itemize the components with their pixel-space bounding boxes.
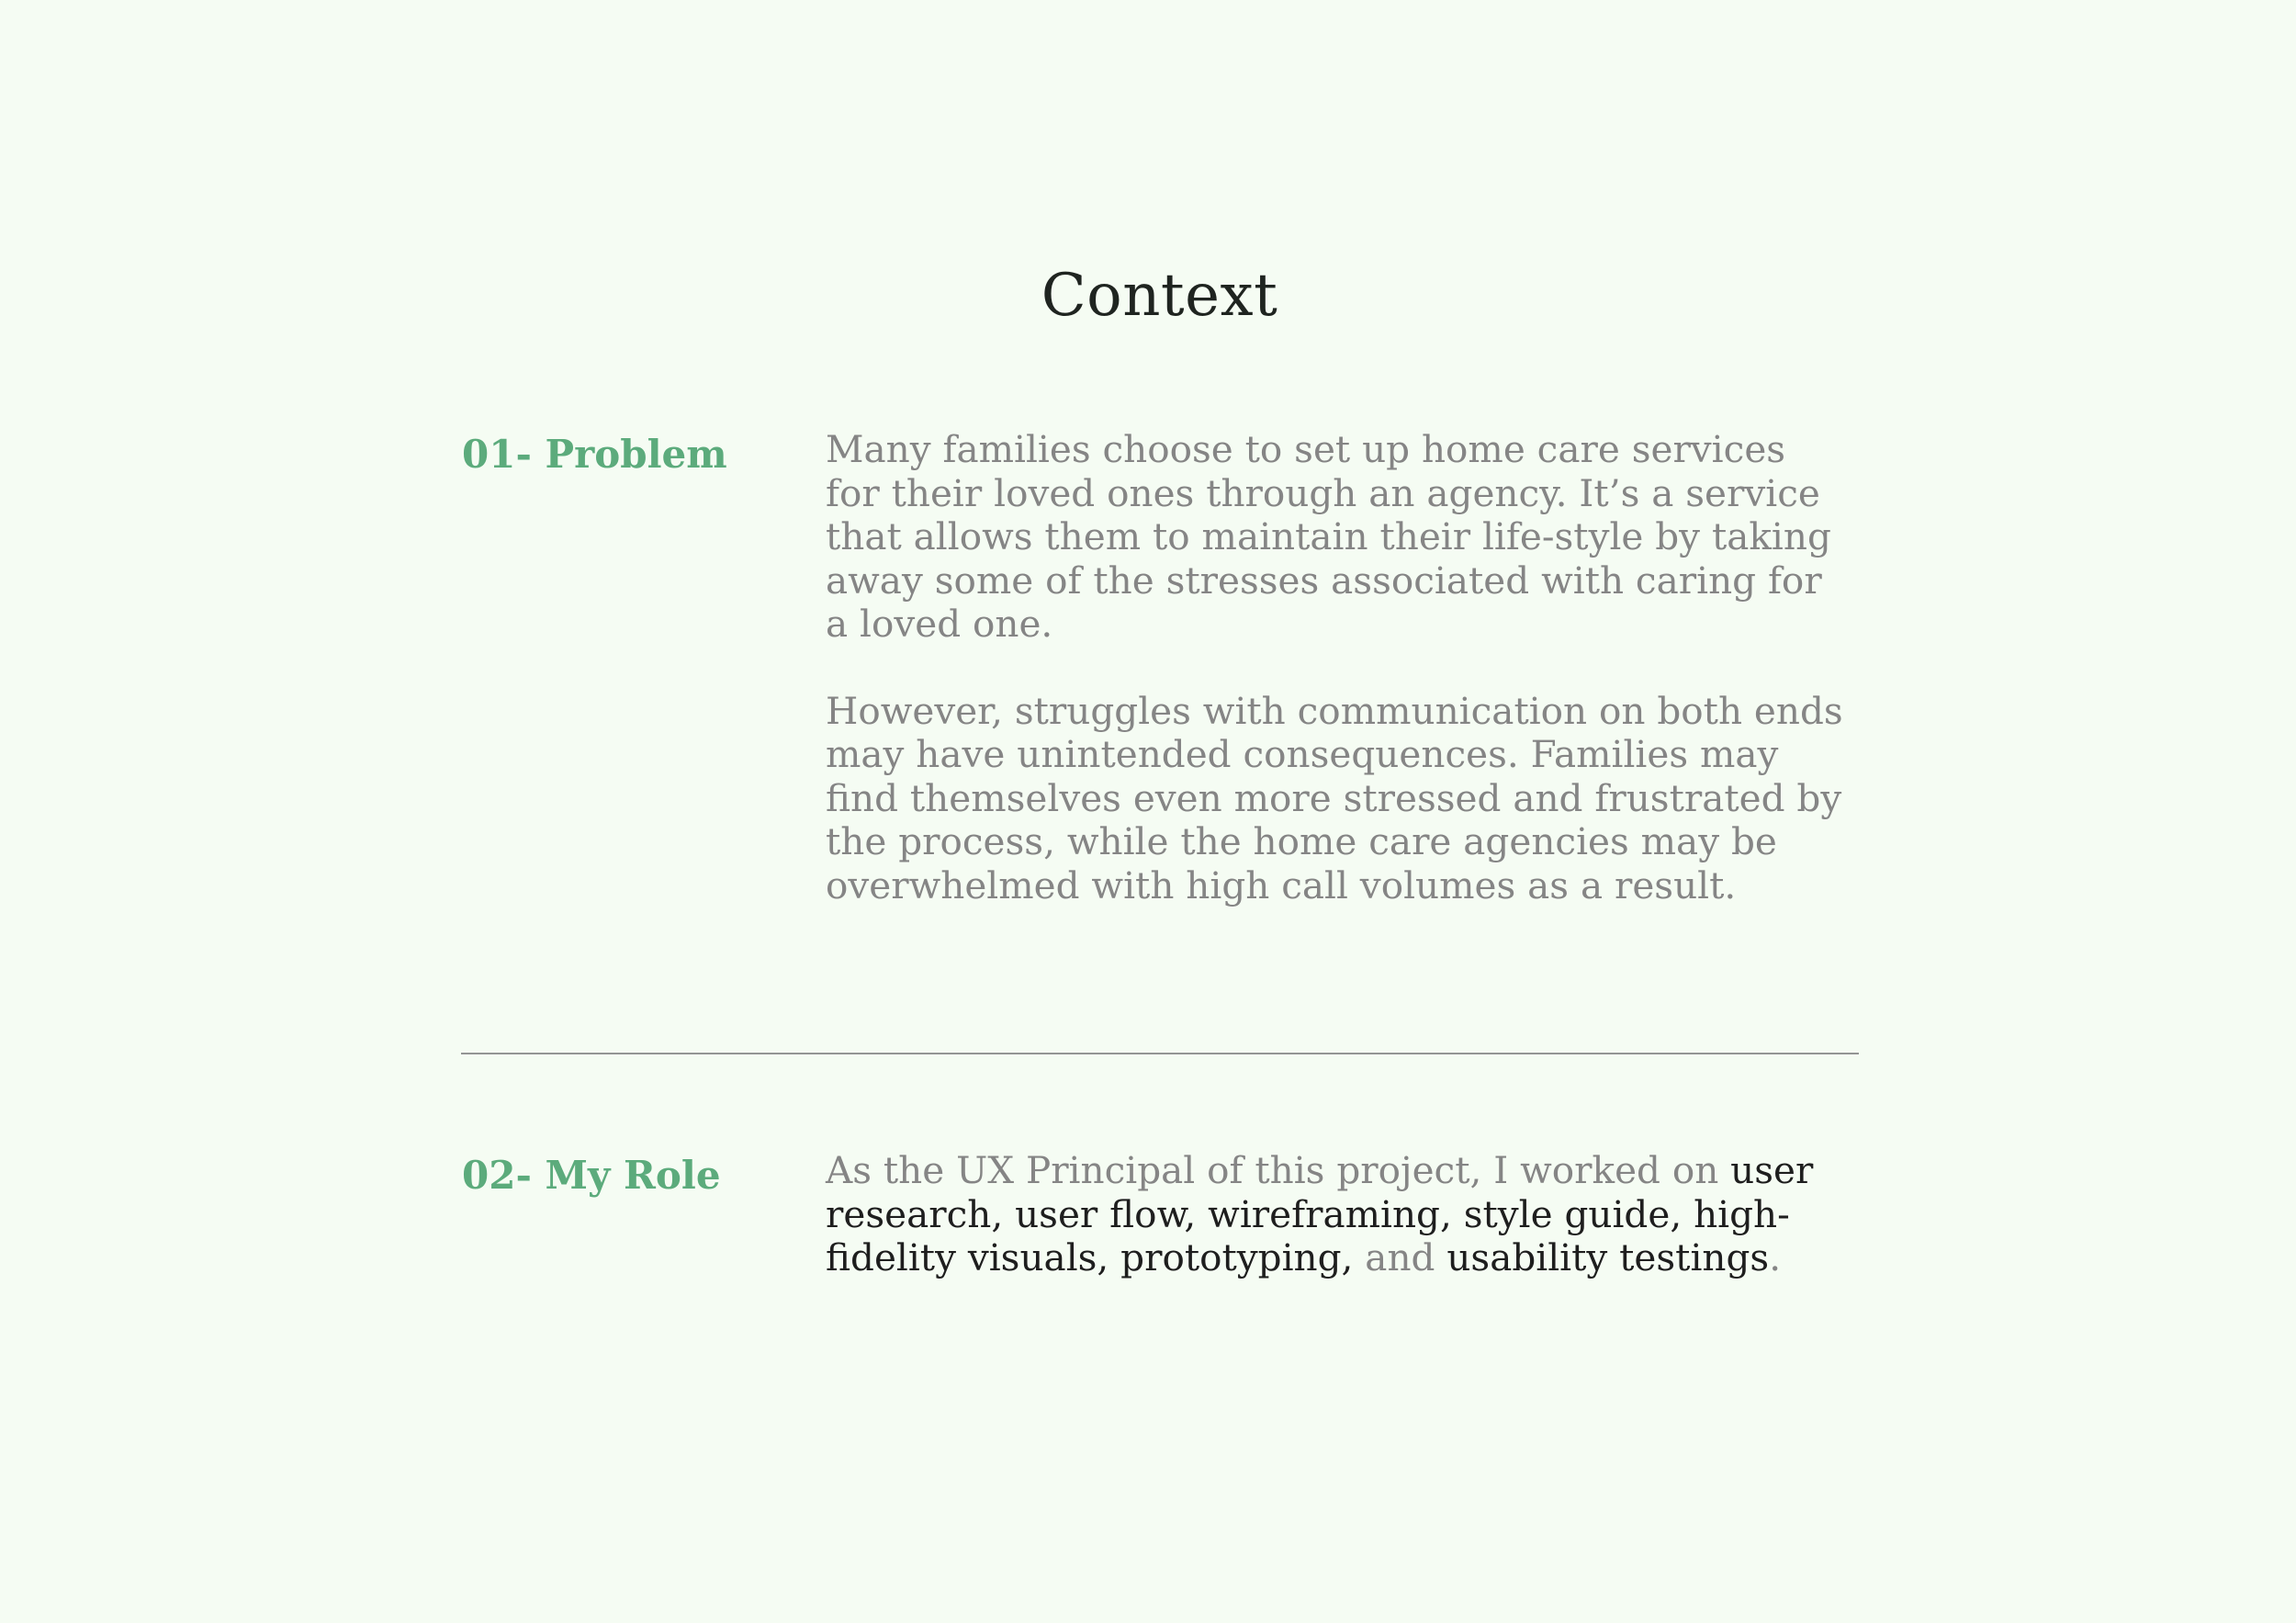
role-final-skill: usability testings bbox=[1446, 1235, 1770, 1279]
problem-paragraph-2: However, struggles with communication on both ends may have unintended consequences. Families may find themselves even more stressed and frustrated by the process, while the home care agencies may be overwhelmed with high call volumes as a result. bbox=[826, 688, 1843, 907]
problem-body bbox=[826, 428, 1850, 951]
role-label: 02- My Role bbox=[462, 1153, 721, 1198]
problem-paragraph-1: Many families choose to set up home care services for their loved ones through an agency. It’s a service that allows them to maintain their life-style by taking away some of the stresses associated with caring for a loved one. bbox=[826, 427, 1831, 646]
role-end: . bbox=[1769, 1235, 1782, 1279]
section-divider bbox=[461, 1053, 1859, 1054]
role-conjunction: and bbox=[1353, 1235, 1447, 1279]
problem-label: 01- Problem bbox=[462, 432, 727, 477]
page-title: Context bbox=[1041, 262, 1278, 330]
role-paragraph bbox=[826, 1149, 1850, 1280]
role-body bbox=[826, 1149, 1850, 1324]
role-skills: user research, user flow, wireframing, style guide, high-fidelity visuals, prototyping, bbox=[826, 1148, 1814, 1279]
role-intro: As the UX Principal of this project, I worked on bbox=[826, 1148, 1731, 1192]
